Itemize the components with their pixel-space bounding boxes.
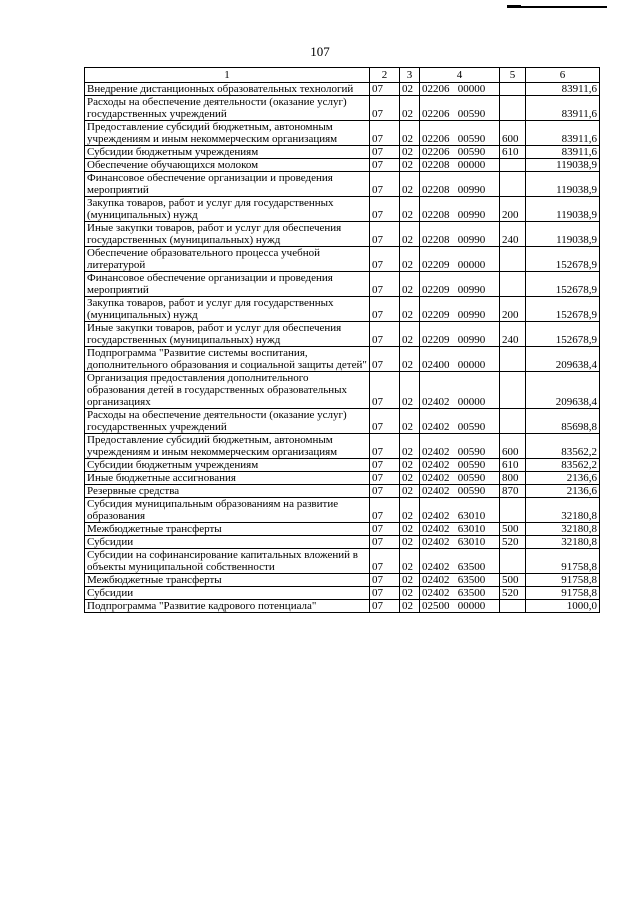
table-row [85, 146, 600, 159]
target-article-cell [420, 347, 500, 372]
target-article-direction: 00990 [457, 309, 486, 321]
page-number: 107 [310, 44, 330, 59]
target-article-cell [420, 523, 500, 536]
budget-table [84, 67, 600, 613]
target-article-program: 02402 [422, 485, 450, 497]
amount-cell: 2136,6 [526, 472, 600, 485]
target-article-program: 02206 [422, 133, 450, 145]
target-article-cell [420, 222, 500, 247]
row-name-cell: Подпрограмма "Развитие кадрового потенциала" [85, 600, 370, 613]
target-article-program: 02206 [422, 146, 450, 158]
row-name-cell: Внедрение дистанционных образовательных технологий [85, 83, 370, 96]
target-article-program: 02500 [422, 600, 450, 612]
target-article-program: 02208 [422, 159, 450, 171]
target-article-direction: 00000 [457, 396, 486, 408]
row-name-cell: Финансовое обеспечение организации и проведения мероприятий [85, 272, 370, 297]
target-article-program: 02209 [422, 309, 450, 321]
row-name-cell: Обеспечение обучающихся молоком [85, 159, 370, 172]
target-article-direction: 00000 [457, 600, 486, 612]
subsection-cell: 02 [400, 434, 420, 459]
amount-cell: 119038,9 [526, 159, 600, 172]
section-cell: 07 [370, 472, 400, 485]
table-row [85, 297, 600, 322]
target-article-direction: 00590 [457, 485, 486, 497]
row-name-cell: Иные бюджетные ассигнования [85, 472, 370, 485]
target-article-program: 02209 [422, 284, 450, 296]
amount-cell: 209638,4 [526, 347, 600, 372]
expense-type-cell: 500 [500, 574, 526, 587]
section-cell: 07 [370, 146, 400, 159]
table-row [85, 536, 600, 549]
amount-cell: 152678,9 [526, 297, 600, 322]
expense-type-cell [500, 372, 526, 409]
table-row [85, 587, 600, 600]
target-article-cell [420, 600, 500, 613]
target-article-program: 02208 [422, 234, 450, 246]
target-article-cell [420, 372, 500, 409]
target-article-cell [420, 121, 500, 146]
expense-type-cell: 520 [500, 536, 526, 549]
target-article-cell [420, 159, 500, 172]
subsection-cell: 02 [400, 197, 420, 222]
table-row [85, 347, 600, 372]
target-article-program: 02206 [422, 83, 450, 95]
expense-type-cell: 870 [500, 485, 526, 498]
amount-cell: 209638,4 [526, 372, 600, 409]
section-cell: 07 [370, 523, 400, 536]
target-article-cell [420, 472, 500, 485]
target-article-direction: 00000 [457, 359, 486, 371]
target-article-direction: 00990 [457, 184, 486, 196]
subsection-cell: 02 [400, 600, 420, 613]
amount-cell: 152678,9 [526, 247, 600, 272]
expense-type-cell [500, 498, 526, 523]
target-article-cell [420, 409, 500, 434]
table-row [85, 523, 600, 536]
row-name-cell: Организация предоставления дополнительного образования детей в государственных образовательных организациях [85, 372, 370, 409]
target-article-program: 02402 [422, 459, 450, 471]
table-row [85, 600, 600, 613]
section-cell: 07 [370, 459, 400, 472]
target-article-cell [420, 272, 500, 297]
table-row [85, 172, 600, 197]
target-article-direction: 63010 [457, 523, 486, 535]
expense-type-cell: 200 [500, 297, 526, 322]
expense-type-cell: 240 [500, 322, 526, 347]
target-article-cell [420, 574, 500, 587]
amount-cell: 119038,9 [526, 197, 600, 222]
target-article-program: 02402 [422, 561, 450, 573]
table-row [85, 272, 600, 297]
target-article-cell [420, 247, 500, 272]
section-cell: 07 [370, 96, 400, 121]
subsection-cell: 02 [400, 372, 420, 409]
subsection-cell: 02 [400, 322, 420, 347]
amount-cell: 83911,6 [526, 83, 600, 96]
target-article-program: 02209 [422, 259, 450, 271]
section-cell: 07 [370, 536, 400, 549]
row-name-cell: Предоставление субсидий бюджетным, автономным учреждениям и иным некоммерческим организациям [85, 121, 370, 146]
target-article-cell [420, 197, 500, 222]
row-name-cell: Резервные средства [85, 485, 370, 498]
expense-type-cell: 610 [500, 459, 526, 472]
expense-type-cell: 800 [500, 472, 526, 485]
target-article-cell [420, 172, 500, 197]
section-cell: 07 [370, 347, 400, 372]
expense-type-cell [500, 409, 526, 434]
target-article-program: 02209 [422, 334, 450, 346]
subsection-cell: 02 [400, 159, 420, 172]
target-article-cell [420, 322, 500, 347]
amount-cell: 119038,9 [526, 222, 600, 247]
section-cell: 07 [370, 600, 400, 613]
target-article-program: 02208 [422, 184, 450, 196]
section-cell: 07 [370, 83, 400, 96]
header-cell-5: 5 [500, 68, 526, 83]
header-row [85, 68, 600, 83]
header-cell-3: 3 [400, 68, 420, 83]
amount-cell: 32180,8 [526, 536, 600, 549]
table-row [85, 247, 600, 272]
target-article-program: 02402 [422, 396, 450, 408]
expense-type-cell: 600 [500, 434, 526, 459]
header-cell-2: 2 [370, 68, 400, 83]
target-article-direction: 00590 [457, 472, 486, 484]
table-row [85, 574, 600, 587]
target-article-cell [420, 434, 500, 459]
amount-cell: 32180,8 [526, 498, 600, 523]
header-cell-6: 6 [526, 68, 600, 83]
subsection-cell: 02 [400, 587, 420, 600]
expense-type-cell [500, 96, 526, 121]
target-article-direction: 00590 [457, 446, 486, 458]
section-cell: 07 [370, 434, 400, 459]
expense-type-cell [500, 600, 526, 613]
subsection-cell: 02 [400, 247, 420, 272]
target-article-direction: 63010 [457, 510, 486, 522]
target-article-program: 02402 [422, 472, 450, 484]
target-article-program: 02402 [422, 523, 450, 535]
target-article-cell [420, 459, 500, 472]
target-article-direction: 00590 [457, 146, 486, 158]
corner-mark [509, 6, 607, 8]
target-article-cell [420, 96, 500, 121]
row-name-cell: Иные закупки товаров, работ и услуг для обеспечения государственных (муниципальных) нужд [85, 322, 370, 347]
table-row [85, 83, 600, 96]
amount-cell: 83911,6 [526, 121, 600, 146]
subsection-cell: 02 [400, 523, 420, 536]
target-article-direction: 63010 [457, 536, 486, 548]
table-row [85, 372, 600, 409]
target-article-program: 02208 [422, 209, 450, 221]
subsection-cell: 02 [400, 574, 420, 587]
target-article-cell [420, 297, 500, 322]
target-article-direction: 00990 [457, 284, 486, 296]
row-name-cell: Иные закупки товаров, работ и услуг для обеспечения государственных (муниципальных) нужд [85, 222, 370, 247]
row-name-cell: Субсидии на софинансирование капитальных вложений в объекты муниципальной собственности [85, 549, 370, 574]
target-article-direction: 00990 [457, 209, 486, 221]
subsection-cell: 02 [400, 536, 420, 549]
header-cell-4: 4 [420, 68, 500, 83]
target-article-program: 02402 [422, 574, 450, 586]
subsection-cell: 02 [400, 485, 420, 498]
target-article-program: 02402 [422, 446, 450, 458]
amount-cell: 91758,8 [526, 574, 600, 587]
header-cell-1: 1 [85, 68, 370, 83]
expense-type-cell [500, 172, 526, 197]
row-name-cell: Субсидия муниципальным образованиям на развитие образования [85, 498, 370, 523]
amount-cell: 152678,9 [526, 322, 600, 347]
section-cell: 07 [370, 272, 400, 297]
expense-type-cell [500, 347, 526, 372]
amount-cell: 91758,8 [526, 549, 600, 574]
target-article-program: 02206 [422, 108, 450, 120]
section-cell: 07 [370, 549, 400, 574]
target-article-direction: 63500 [457, 587, 486, 599]
subsection-cell: 02 [400, 83, 420, 96]
section-cell: 07 [370, 372, 400, 409]
expense-type-cell [500, 549, 526, 574]
section-cell: 07 [370, 121, 400, 146]
section-cell: 07 [370, 159, 400, 172]
section-cell: 07 [370, 172, 400, 197]
table-row [85, 549, 600, 574]
subsection-cell: 02 [400, 121, 420, 146]
expense-type-cell: 200 [500, 197, 526, 222]
target-article-direction: 00990 [457, 234, 486, 246]
section-cell: 07 [370, 197, 400, 222]
row-name-cell: Предоставление субсидий бюджетным, автономным учреждениям и иным некоммерческим организациям [85, 434, 370, 459]
row-name-cell: Закупка товаров, работ и услуг для государственных (муниципальных) нужд [85, 297, 370, 322]
amount-cell: 2136,6 [526, 485, 600, 498]
expense-type-cell: 240 [500, 222, 526, 247]
target-article-direction: 00000 [457, 159, 486, 171]
target-article-program: 02402 [422, 421, 450, 433]
expense-type-cell [500, 247, 526, 272]
target-article-direction: 00000 [457, 83, 486, 95]
target-article-program: 02402 [422, 587, 450, 599]
table-row [85, 322, 600, 347]
target-article-cell [420, 83, 500, 96]
expense-type-cell: 500 [500, 523, 526, 536]
section-cell: 07 [370, 409, 400, 434]
subsection-cell: 02 [400, 222, 420, 247]
expense-type-cell: 520 [500, 587, 526, 600]
table-row [85, 197, 600, 222]
amount-cell: 119038,9 [526, 172, 600, 197]
section-cell: 07 [370, 247, 400, 272]
table-row [85, 472, 600, 485]
target-article-program: 02400 [422, 359, 450, 371]
target-article-direction: 63500 [457, 561, 486, 573]
row-name-cell: Расходы на обеспечение деятельности (оказание услуг) государственных учреждений [85, 96, 370, 121]
target-article-direction: 00590 [457, 421, 486, 433]
section-cell: 07 [370, 498, 400, 523]
subsection-cell: 02 [400, 96, 420, 121]
table-row [85, 159, 600, 172]
table-row [85, 222, 600, 247]
amount-cell: 83911,6 [526, 96, 600, 121]
target-article-cell [420, 587, 500, 600]
expense-type-cell [500, 83, 526, 96]
table-row [85, 459, 600, 472]
amount-cell: 83911,6 [526, 146, 600, 159]
row-name-cell: Субсидии бюджетным учреждениям [85, 459, 370, 472]
table-row [85, 121, 600, 146]
target-article-direction: 00590 [457, 108, 486, 120]
expense-type-cell: 600 [500, 121, 526, 146]
target-article-program: 02402 [422, 510, 450, 522]
target-article-cell [420, 549, 500, 574]
table-row [85, 434, 600, 459]
row-name-cell: Межбюджетные трансферты [85, 523, 370, 536]
section-cell: 07 [370, 322, 400, 347]
section-cell: 07 [370, 222, 400, 247]
row-name-cell: Субсидии [85, 587, 370, 600]
row-name-cell: Закупка товаров, работ и услуг для государственных (муниципальных) нужд [85, 197, 370, 222]
subsection-cell: 02 [400, 347, 420, 372]
target-article-direction: 00000 [457, 259, 486, 271]
row-name-cell: Обеспечение образовательного процесса учебной литературой [85, 247, 370, 272]
subsection-cell: 02 [400, 146, 420, 159]
section-cell: 07 [370, 485, 400, 498]
row-name-cell: Финансовое обеспечение организации и проведения мероприятий [85, 172, 370, 197]
target-article-direction: 00590 [457, 459, 486, 471]
row-name-cell: Подпрограмма "Развитие системы воспитания, дополнительного образования и социальной защиты детей" [85, 347, 370, 372]
amount-cell: 83562,2 [526, 434, 600, 459]
target-article-direction: 00590 [457, 133, 486, 145]
subsection-cell: 02 [400, 409, 420, 434]
amount-cell: 91758,8 [526, 587, 600, 600]
table-row [85, 485, 600, 498]
table-row [85, 498, 600, 523]
row-name-cell: Расходы на обеспечение деятельности (оказание услуг) государственных учреждений [85, 409, 370, 434]
table-row [85, 96, 600, 121]
section-cell: 07 [370, 574, 400, 587]
target-article-program: 02402 [422, 536, 450, 548]
subsection-cell: 02 [400, 472, 420, 485]
row-name-cell: Субсидии бюджетным учреждениям [85, 146, 370, 159]
target-article-cell [420, 536, 500, 549]
amount-cell: 32180,8 [526, 523, 600, 536]
subsection-cell: 02 [400, 272, 420, 297]
expense-type-cell: 610 [500, 146, 526, 159]
table-row [85, 409, 600, 434]
subsection-cell: 02 [400, 459, 420, 472]
expense-type-cell [500, 159, 526, 172]
row-name-cell: Субсидии [85, 536, 370, 549]
subsection-cell: 02 [400, 498, 420, 523]
expense-type-cell [500, 272, 526, 297]
subsection-cell: 02 [400, 549, 420, 574]
row-name-cell: Межбюджетные трансферты [85, 574, 370, 587]
section-cell: 07 [370, 587, 400, 600]
target-article-direction: 63500 [457, 574, 486, 586]
target-article-cell [420, 485, 500, 498]
amount-cell: 85698,8 [526, 409, 600, 434]
target-article-cell [420, 498, 500, 523]
amount-cell: 1000,0 [526, 600, 600, 613]
subsection-cell: 02 [400, 172, 420, 197]
amount-cell: 152678,9 [526, 272, 600, 297]
amount-cell: 83562,2 [526, 459, 600, 472]
target-article-cell [420, 146, 500, 159]
target-article-direction: 00990 [457, 334, 486, 346]
subsection-cell: 02 [400, 297, 420, 322]
section-cell: 07 [370, 297, 400, 322]
